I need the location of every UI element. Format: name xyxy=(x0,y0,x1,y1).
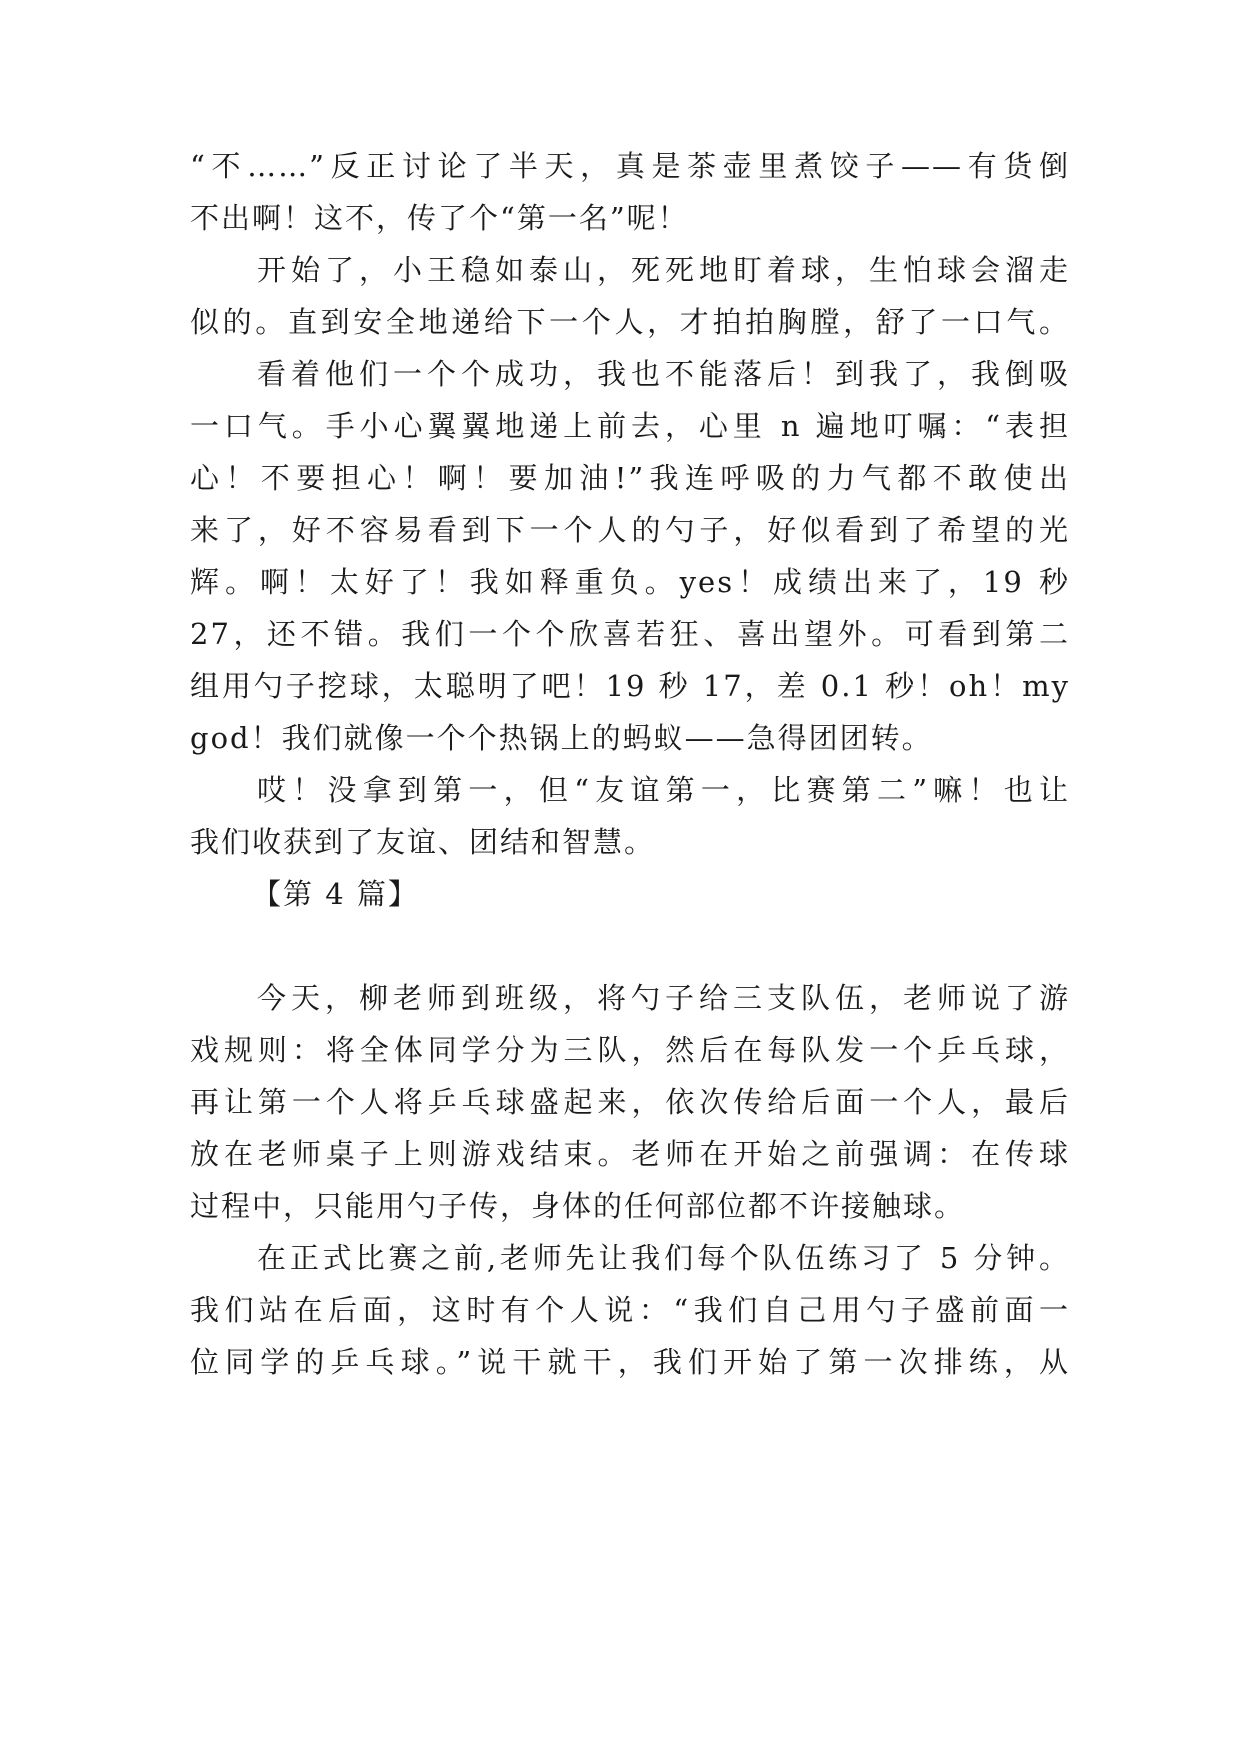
text-line: 来了，好不容易看到下一个人的勺子，好似看到了希望的光 xyxy=(190,513,1070,547)
text-line: 我们收获到了友谊、团结和智慧。 xyxy=(190,825,656,859)
text-line: 戏规则：将全体同学分为三队，然后在每队发一个乒乓球， xyxy=(190,1033,1070,1067)
section-heading: 【第 4 篇】 xyxy=(252,877,419,911)
text-line: 我们站在后面，这时有个人说：“我们自己用勺子盛前面一 xyxy=(190,1293,1070,1327)
text-line: 位同学的乒乓球。”说干就干，我们开始了第一次排练，从 xyxy=(190,1345,1070,1379)
text-line: 今天，柳老师到班级，将勺子给三支队伍，老师说了游 xyxy=(257,981,1070,1015)
text-line: 一口气。手小心翼翼地递上前去，心里 n 遍地叮嘱：“表担 xyxy=(190,409,1070,443)
text-line: 放在老师桌子上则游戏结束。老师在开始之前强调：在传球 xyxy=(190,1137,1070,1171)
text-line: 再让第一个人将乒乓球盛起来，依次传给后面一个人，最后 xyxy=(190,1085,1070,1119)
text-line: 看着他们一个个成功，我也不能落后！到我了，我倒吸 xyxy=(257,357,1070,391)
text-line: 辉。啊！太好了！我如释重负。yes！成绩出来了，19 秒 xyxy=(190,565,1070,599)
text-line: 组用勺子挖球，太聪明了吧！19 秒 17，差 0.1 秒！oh！my xyxy=(190,669,1070,703)
text-line: 哎！没拿到第一，但“友谊第一，比赛第二”嘛！也让 xyxy=(257,773,1070,807)
text-line: 过程中，只能用勺子传，身体的任何部位都不许接触球。 xyxy=(190,1189,966,1223)
text-line: 似的。直到安全地递给下一个人，才拍拍胸膛，舒了一口气。 xyxy=(190,305,1070,339)
text-line: 在正式比赛之前,老师先让我们每个队伍练习了 5 分钟。 xyxy=(257,1241,1070,1275)
text-line: 心！不要担心！啊！要加油!”我连呼吸的力气都不敢使出 xyxy=(190,461,1070,495)
text-line: 27，还不错。我们一个个欣喜若狂、喜出望外。可看到第二 xyxy=(190,617,1070,651)
text-line: “不……”反正讨论了半天，真是茶壶里煮饺子——有货倒 xyxy=(190,149,1070,183)
text-line: 开始了，小王稳如泰山，死死地盯着球，生怕球会溜走 xyxy=(257,253,1070,287)
text-line: 不出啊！这不，传了个“第一名”呢！ xyxy=(190,201,689,235)
text-line: god！我们就像一个个热锅上的蚂蚁——急得团团转。 xyxy=(190,721,933,755)
